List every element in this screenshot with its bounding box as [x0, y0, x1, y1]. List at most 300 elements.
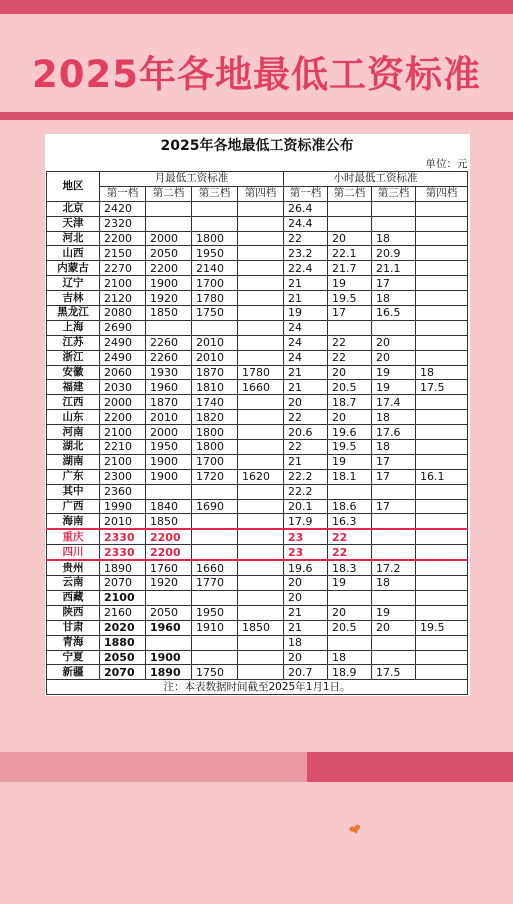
hourly-tier-4-cell	[416, 560, 468, 575]
monthly-tier-3-header: 第三档	[192, 186, 238, 201]
hourly-tier-2-cell: 16.3	[328, 514, 372, 529]
hourly-tier-4-cell	[416, 246, 468, 261]
table-row	[47, 365, 468, 380]
monthly-tier-2-cell: 1870	[146, 395, 192, 410]
hourly-tier-2-cell: 18.9	[328, 665, 372, 680]
table-row	[47, 560, 468, 575]
monthly-tier-1-cell: 2150	[100, 246, 146, 261]
monthly-tier-3-cell: 1660	[192, 560, 238, 575]
monthly-tier-3-cell	[192, 484, 238, 499]
hourly-tier-1-cell: 19	[284, 306, 328, 321]
hourly-tier-2-cell: 20	[328, 410, 372, 425]
hourly-tier-4-cell	[416, 590, 468, 605]
hourly-tier-1-cell: 24	[284, 335, 328, 350]
monthly-tier-2-cell: 2260	[146, 350, 192, 365]
hourly-tier-3-cell: 21.1	[372, 261, 416, 276]
hourly-tier-3-cell: 17.5	[372, 665, 416, 680]
bottom-band-right	[307, 752, 513, 782]
monthly-tier-4-cell	[238, 335, 284, 350]
table-row	[47, 395, 468, 410]
table-row	[47, 216, 468, 231]
hourly-tier-3-cell: 18	[372, 231, 416, 246]
hourly-tier-2-cell	[328, 201, 372, 216]
monthly-tier-2-cell: 2260	[146, 335, 192, 350]
hourly-tier-4-cell	[416, 261, 468, 276]
hourly-tier-3-cell: 17.2	[372, 560, 416, 575]
monthly-tier-3-cell: 1720	[192, 469, 238, 484]
hourly-tier-1-cell: 21	[284, 380, 328, 395]
monthly-tier-1-cell: 2100	[100, 425, 146, 440]
hourly-tier-1-cell: 20	[284, 395, 328, 410]
monthly-tier-3-cell	[192, 635, 238, 650]
heart-icon: ❤	[346, 819, 365, 841]
monthly-tier-2-header: 第二档	[146, 186, 192, 201]
unit-label: 单位：元	[425, 158, 468, 170]
monthly-tier-4-cell	[238, 231, 284, 246]
monthly-tier-2-cell: 2010	[146, 410, 192, 425]
monthly-tier-2-cell: 2200	[146, 529, 192, 544]
monthly-tier-1-cell: 1890	[100, 560, 146, 575]
hourly-tier-4-cell	[416, 291, 468, 306]
monthly-tier-2-cell: 1850	[146, 514, 192, 529]
monthly-tier-2-cell	[146, 320, 192, 335]
monthly-tier-4-cell: 1660	[238, 380, 284, 395]
hourly-tier-4-cell	[416, 484, 468, 499]
monthly-tier-4-cell	[238, 291, 284, 306]
hourly-tier-2-cell: 18.1	[328, 469, 372, 484]
monthly-tier-2-cell	[146, 635, 192, 650]
hourly-tier-2-cell: 20.5	[328, 380, 372, 395]
monthly-tier-2-cell: 1930	[146, 365, 192, 380]
hourly-tier-3-cell	[372, 484, 416, 499]
hourly-tier-3-header: 第三档	[372, 186, 416, 201]
monthly-tier-3-cell: 1750	[192, 306, 238, 321]
hourly-tier-3-cell	[372, 320, 416, 335]
table-note: 注：本表数据时间截至2025年1月1日。	[47, 680, 468, 695]
hourly-tier-1-cell: 21	[284, 620, 328, 635]
hourly-tier-2-cell: 22	[328, 545, 372, 560]
monthly-tier-2-cell: 2200	[146, 261, 192, 276]
hourly-tier-3-cell: 17.6	[372, 425, 416, 440]
hourly-tier-4-cell	[416, 216, 468, 231]
table-row	[47, 545, 468, 560]
monthly-tier-1-cell: 2270	[100, 261, 146, 276]
hourly-tier-1-cell: 20	[284, 650, 328, 665]
monthly-tier-3-cell	[192, 529, 238, 544]
hourly-tier-4-cell	[416, 650, 468, 665]
monthly-tier-3-cell: 1800	[192, 425, 238, 440]
table-row	[47, 605, 468, 620]
table-row	[47, 261, 468, 276]
region-cell: 青海	[47, 635, 100, 650]
region-cell: 浙江	[47, 350, 100, 365]
monthly-tier-4-cell	[238, 410, 284, 425]
table-row	[47, 276, 468, 291]
monthly-tier-1-cell: 2320	[100, 216, 146, 231]
region-cell: 福建	[47, 380, 100, 395]
monthly-tier-3-cell: 1770	[192, 576, 238, 591]
hourly-header: 小时最低工资标准	[284, 172, 468, 187]
monthly-tier-3-cell	[192, 320, 238, 335]
monthly-tier-4-cell	[238, 425, 284, 440]
region-cell: 广东	[47, 469, 100, 484]
table-row	[47, 291, 468, 306]
monthly-tier-3-cell: 2010	[192, 350, 238, 365]
hourly-tier-2-cell: 19	[328, 576, 372, 591]
monthly-tier-4-cell	[238, 484, 284, 499]
monthly-tier-2-cell: 1900	[146, 454, 192, 469]
monthly-tier-3-cell: 2140	[192, 261, 238, 276]
monthly-tier-4-cell	[238, 454, 284, 469]
monthly-tier-2-cell: 1900	[146, 469, 192, 484]
monthly-tier-2-cell: 1840	[146, 499, 192, 514]
monthly-tier-1-cell: 2200	[100, 410, 146, 425]
hourly-tier-1-cell: 21	[284, 454, 328, 469]
table-row	[47, 335, 468, 350]
hourly-tier-2-cell: 20	[328, 231, 372, 246]
table-row	[47, 320, 468, 335]
monthly-tier-3-cell: 1700	[192, 276, 238, 291]
monthly-tier-3-cell: 1700	[192, 454, 238, 469]
hourly-tier-4-cell: 16.1	[416, 469, 468, 484]
hourly-tier-4-cell	[416, 320, 468, 335]
hourly-tier-2-cell: 21.7	[328, 261, 372, 276]
hourly-tier-1-cell: 21	[284, 365, 328, 380]
monthly-tier-1-cell: 2070	[100, 665, 146, 680]
region-cell: 陕西	[47, 605, 100, 620]
hourly-tier-4-cell	[416, 605, 468, 620]
hourly-tier-1-cell: 22	[284, 231, 328, 246]
table-row	[47, 514, 468, 529]
hourly-tier-1-header: 第一档	[284, 186, 328, 201]
monthly-tier-3-cell: 1740	[192, 395, 238, 410]
hourly-tier-2-header: 第二档	[328, 186, 372, 201]
monthly-tier-3-cell: 1950	[192, 246, 238, 261]
monthly-tier-3-cell: 1690	[192, 499, 238, 514]
hourly-tier-3-cell: 18	[372, 410, 416, 425]
hourly-tier-4-cell	[416, 410, 468, 425]
monthly-tier-4-cell	[238, 499, 284, 514]
table-row	[47, 650, 468, 665]
hourly-tier-1-cell: 24	[284, 350, 328, 365]
monthly-tier-4-cell	[238, 201, 284, 216]
monthly-tier-3-cell: 1780	[192, 291, 238, 306]
hourly-tier-2-cell: 22	[328, 335, 372, 350]
region-cell: 重庆	[47, 529, 100, 544]
monthly-tier-1-cell: 2200	[100, 231, 146, 246]
hourly-tier-2-cell	[328, 635, 372, 650]
hourly-tier-3-cell: 18	[372, 291, 416, 306]
region-cell: 安徽	[47, 365, 100, 380]
hourly-tier-4-cell	[416, 440, 468, 455]
hourly-tier-4-header: 第四档	[416, 186, 468, 201]
monthly-tier-2-cell: 1920	[146, 576, 192, 591]
hourly-tier-4-cell	[416, 576, 468, 591]
region-cell: 辽宁	[47, 276, 100, 291]
monthly-tier-4-header: 第四档	[238, 186, 284, 201]
monthly-tier-2-cell: 1850	[146, 306, 192, 321]
monthly-tier-1-cell: 2160	[100, 605, 146, 620]
monthly-tier-4-cell	[238, 605, 284, 620]
hourly-tier-3-cell: 18	[372, 440, 416, 455]
hourly-tier-1-cell: 20.1	[284, 499, 328, 514]
monthly-tier-1-cell: 2330	[100, 529, 146, 544]
monthly-tier-3-cell: 1870	[192, 365, 238, 380]
table-row	[47, 620, 468, 635]
hourly-tier-4-cell	[416, 635, 468, 650]
monthly-tier-3-cell: 1800	[192, 440, 238, 455]
region-cell: 河北	[47, 231, 100, 246]
monthly-tier-2-cell: 1950	[146, 440, 192, 455]
table-row	[47, 590, 468, 605]
hourly-tier-4-cell	[416, 529, 468, 544]
hourly-tier-2-cell: 18.3	[328, 560, 372, 575]
monthly-tier-3-cell	[192, 545, 238, 560]
bottom-band-left	[0, 752, 307, 782]
monthly-tier-1-cell: 2070	[100, 576, 146, 591]
region-cell: 湖南	[47, 454, 100, 469]
monthly-tier-3-cell	[192, 650, 238, 665]
table-row	[47, 529, 468, 544]
hourly-tier-3-cell	[372, 529, 416, 544]
region-cell: 内蒙古	[47, 261, 100, 276]
monthly-tier-2-cell: 1890	[146, 665, 192, 680]
monthly-tier-4-cell	[238, 576, 284, 591]
hourly-tier-2-cell	[328, 484, 372, 499]
monthly-tier-2-cell: 2050	[146, 246, 192, 261]
hourly-tier-4-cell	[416, 395, 468, 410]
hourly-tier-4-cell	[416, 231, 468, 246]
hourly-tier-4-cell	[416, 454, 468, 469]
hourly-tier-3-cell: 19	[372, 365, 416, 380]
monthly-tier-4-cell: 1850	[238, 620, 284, 635]
monthly-tier-4-cell	[238, 320, 284, 335]
monthly-tier-1-cell: 2120	[100, 291, 146, 306]
monthly-tier-4-cell	[238, 246, 284, 261]
hourly-tier-2-cell: 22	[328, 529, 372, 544]
table-row	[47, 469, 468, 484]
monthly-tier-3-cell	[192, 216, 238, 231]
region-cell: 北京	[47, 201, 100, 216]
hourly-tier-2-cell: 19	[328, 454, 372, 469]
region-header: 地区	[47, 172, 100, 202]
monthly-tier-3-cell: 1820	[192, 410, 238, 425]
hourly-tier-4-cell: 17.5	[416, 380, 468, 395]
monthly-tier-1-cell: 2000	[100, 395, 146, 410]
hourly-tier-1-cell: 21	[284, 605, 328, 620]
monthly-tier-1-cell: 2100	[100, 454, 146, 469]
hourly-tier-3-cell	[372, 201, 416, 216]
monthly-tier-1-cell: 2690	[100, 320, 146, 335]
hourly-tier-3-cell: 20	[372, 620, 416, 635]
monthly-tier-2-cell: 1960	[146, 620, 192, 635]
hourly-tier-1-cell: 23	[284, 545, 328, 560]
region-cell: 甘肃	[47, 620, 100, 635]
monthly-tier-4-cell	[238, 590, 284, 605]
hourly-tier-2-cell: 19.5	[328, 440, 372, 455]
hourly-tier-2-cell: 19.6	[328, 425, 372, 440]
monthly-tier-4-cell	[238, 665, 284, 680]
hourly-tier-3-cell: 16.5	[372, 306, 416, 321]
monthly-tier-1-cell: 2010	[100, 514, 146, 529]
hourly-tier-1-cell: 18	[284, 635, 328, 650]
monthly-tier-3-cell: 1750	[192, 665, 238, 680]
monthly-tier-1-cell: 2490	[100, 350, 146, 365]
monthly-tier-4-cell	[238, 350, 284, 365]
monthly-tier-4-cell	[238, 529, 284, 544]
hourly-tier-3-cell	[372, 216, 416, 231]
hourly-tier-2-cell	[328, 590, 372, 605]
monthly-tier-2-cell: 1900	[146, 650, 192, 665]
hourly-tier-2-cell: 18	[328, 650, 372, 665]
table-row	[47, 499, 468, 514]
hourly-tier-1-cell: 17.9	[284, 514, 328, 529]
hourly-tier-3-cell	[372, 545, 416, 560]
region-cell: 山东	[47, 410, 100, 425]
region-cell: 四川	[47, 545, 100, 560]
monthly-tier-2-cell: 2000	[146, 425, 192, 440]
hourly-tier-2-cell: 18.7	[328, 395, 372, 410]
monthly-tier-2-cell: 1960	[146, 380, 192, 395]
page-headline: 2025年各地最低工资标准	[32, 53, 481, 96]
hourly-tier-1-cell: 22.2	[284, 469, 328, 484]
hourly-tier-1-cell: 20	[284, 590, 328, 605]
monthly-tier-2-cell	[146, 201, 192, 216]
monthly-tier-2-cell: 1760	[146, 560, 192, 575]
monthly-tier-1-cell: 2420	[100, 201, 146, 216]
hourly-tier-4-cell	[416, 350, 468, 365]
hourly-tier-4-cell	[416, 335, 468, 350]
hourly-tier-2-cell: 18.6	[328, 499, 372, 514]
hourly-tier-1-cell: 19.6	[284, 560, 328, 575]
hourly-tier-3-cell: 20	[372, 350, 416, 365]
hourly-tier-3-cell: 20.9	[372, 246, 416, 261]
region-cell: 河南	[47, 425, 100, 440]
hourly-tier-3-cell: 17	[372, 454, 416, 469]
region-cell: 上海	[47, 320, 100, 335]
hourly-tier-4-cell: 18	[416, 365, 468, 380]
hourly-tier-1-cell: 24.4	[284, 216, 328, 231]
wage-table-sheet	[45, 134, 470, 696]
monthly-tier-1-cell: 2030	[100, 380, 146, 395]
monthly-tier-4-cell	[238, 560, 284, 575]
hourly-tier-1-cell: 20	[284, 576, 328, 591]
hourly-tier-3-cell: 17	[372, 276, 416, 291]
hourly-tier-2-cell: 22	[328, 350, 372, 365]
hourly-tier-1-cell: 22.2	[284, 484, 328, 499]
hourly-tier-1-cell: 22	[284, 410, 328, 425]
hourly-tier-3-cell	[372, 650, 416, 665]
monthly-tier-1-cell: 2060	[100, 365, 146, 380]
monthly-tier-3-cell	[192, 201, 238, 216]
monthly-tier-1-cell: 2210	[100, 440, 146, 455]
region-cell: 其中	[47, 484, 100, 499]
monthly-tier-3-cell	[192, 590, 238, 605]
monthly-tier-1-cell: 2300	[100, 469, 146, 484]
table-row	[47, 665, 468, 680]
hourly-tier-3-cell: 18	[372, 576, 416, 591]
region-cell: 贵州	[47, 560, 100, 575]
monthly-tier-1-cell: 2100	[100, 276, 146, 291]
hourly-tier-3-cell	[372, 514, 416, 529]
monthly-tier-2-cell: 2200	[146, 545, 192, 560]
hourly-tier-1-cell: 21	[284, 276, 328, 291]
table-row	[47, 306, 468, 321]
monthly-tier-1-cell: 2100	[100, 590, 146, 605]
region-cell: 西藏	[47, 590, 100, 605]
hourly-tier-4-cell	[416, 425, 468, 440]
table-row	[47, 380, 468, 395]
monthly-tier-4-cell	[238, 276, 284, 291]
monthly-tier-4-cell: 1780	[238, 365, 284, 380]
monthly-tier-4-cell	[238, 395, 284, 410]
top-band	[0, 0, 513, 14]
monthly-tier-2-cell: 1920	[146, 291, 192, 306]
hourly-tier-2-cell: 20	[328, 365, 372, 380]
hourly-tier-2-cell: 19	[328, 276, 372, 291]
monthly-tier-2-cell	[146, 590, 192, 605]
monthly-tier-4-cell	[238, 545, 284, 560]
monthly-tier-3-cell: 2010	[192, 335, 238, 350]
region-cell: 广西	[47, 499, 100, 514]
hourly-tier-4-cell	[416, 201, 468, 216]
monthly-tier-2-cell: 1900	[146, 276, 192, 291]
table-row	[47, 635, 468, 650]
hourly-tier-1-cell: 23	[284, 529, 328, 544]
table-row	[47, 484, 468, 499]
table-row	[47, 231, 468, 246]
monthly-tier-4-cell	[238, 216, 284, 231]
hourly-tier-3-cell: 17.4	[372, 395, 416, 410]
table-row	[47, 350, 468, 365]
monthly-tier-4-cell	[238, 306, 284, 321]
region-cell: 海南	[47, 514, 100, 529]
monthly-tier-4-cell	[238, 261, 284, 276]
hourly-tier-4-cell	[416, 665, 468, 680]
hourly-tier-4-cell	[416, 499, 468, 514]
hourly-tier-1-cell: 26.4	[284, 201, 328, 216]
hourly-tier-2-cell: 19.5	[328, 291, 372, 306]
hourly-tier-2-cell: 20.5	[328, 620, 372, 635]
monthly-tier-1-cell: 2020	[100, 620, 146, 635]
hourly-tier-4-cell	[416, 276, 468, 291]
hourly-tier-1-cell: 20.7	[284, 665, 328, 680]
table-row	[47, 246, 468, 261]
hourly-tier-1-cell: 21	[284, 291, 328, 306]
monthly-tier-2-cell: 2000	[146, 231, 192, 246]
hourly-tier-3-cell	[372, 635, 416, 650]
monthly-tier-3-cell: 1800	[192, 231, 238, 246]
monthly-tier-1-cell: 1990	[100, 499, 146, 514]
hourly-tier-2-cell: 22.1	[328, 246, 372, 261]
region-cell: 吉林	[47, 291, 100, 306]
wage-table	[46, 134, 468, 695]
table-row	[47, 410, 468, 425]
hourly-tier-4-cell	[416, 306, 468, 321]
hourly-tier-2-cell	[328, 216, 372, 231]
monthly-tier-4-cell: 1620	[238, 469, 284, 484]
region-cell: 江西	[47, 395, 100, 410]
headline-underline-band	[0, 112, 513, 120]
hourly-tier-1-cell: 23.2	[284, 246, 328, 261]
region-cell: 天津	[47, 216, 100, 231]
region-cell: 江苏	[47, 335, 100, 350]
monthly-tier-4-cell	[238, 514, 284, 529]
monthly-tier-4-cell	[238, 440, 284, 455]
monthly-tier-3-cell: 1810	[192, 380, 238, 395]
table-row	[47, 454, 468, 469]
monthly-tier-1-cell: 2330	[100, 545, 146, 560]
